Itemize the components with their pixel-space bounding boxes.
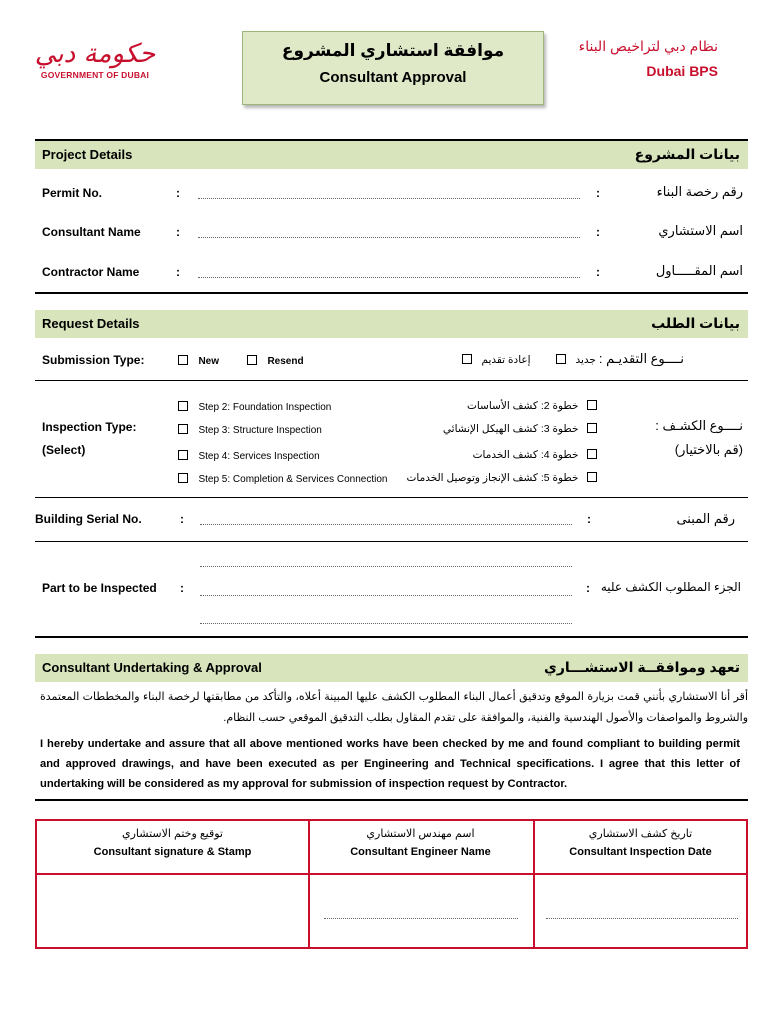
part-inspected-label: Part to be Inspected: [42, 581, 157, 595]
step4-checkbox[interactable]: [178, 450, 188, 460]
permit-no-label: Permit No.: [42, 186, 103, 200]
inspection-select-label: (Select): [42, 443, 86, 457]
inspection-date-input[interactable]: [546, 917, 738, 919]
consultant-name-input[interactable]: [198, 236, 580, 238]
logo-english: GOVERNMENT OF DUBAI: [40, 70, 150, 80]
contractor-name-label-ar: اسم المقـــــاول: [655, 263, 743, 278]
government-of-dubai-logo: [30, 40, 160, 100]
inspection-option-step2[interactable]: [178, 397, 331, 415]
signature-header-en: Consultant signature & Stamp: [93, 846, 252, 858]
undertaking-title: Consultant Undertaking & Approval: [42, 660, 262, 675]
engineer-name-input[interactable]: [324, 917, 518, 919]
inspection-type-label: Inspection Type:: [42, 420, 137, 434]
resend-checkbox-ar[interactable]: [462, 354, 472, 364]
signature-column-header: [37, 827, 308, 858]
inspection-date-header-en: Consultant Inspection Date: [569, 846, 712, 858]
new-label: New: [198, 356, 220, 367]
part-inspected-line-1[interactable]: [200, 565, 572, 567]
signature-table-header-divider: [37, 873, 746, 875]
new-checkbox[interactable]: [178, 355, 188, 365]
colon: :: [180, 512, 184, 526]
engineer-name-header-en: Consultant Engineer Name: [350, 846, 491, 858]
engineer-name-column-header: [308, 827, 533, 858]
logo-arabic: حكومة دبي: [34, 39, 156, 69]
step3-label-ar: خطوة 3: كشف الهيكل الإنشائي: [442, 423, 579, 435]
step5-label-ar: خطوة 5: كشف الإنجاز وتوصيل الخدمات: [406, 472, 579, 484]
step2-checkbox[interactable]: [178, 401, 188, 411]
part-inspected-label-ar: الجزء المطلوب الكشف عليه: [600, 580, 741, 594]
signature-table: [35, 819, 748, 949]
building-serial-label: Building Serial No.: [35, 512, 142, 526]
step3-label: Step 3: Structure Inspection: [198, 425, 322, 436]
signature-header-ar: توقيع وختم الاستشاري: [122, 828, 223, 840]
engineer-name-header-ar: اسم مهندس الاستشاري: [366, 828, 475, 840]
contractor-name-label: Contractor Name: [42, 265, 140, 279]
step4-checkbox-ar[interactable]: [587, 449, 597, 459]
inspection-type-label-ar: نــــوع الكشـف :: [655, 418, 743, 433]
inspection-option-step2-ar[interactable]: [467, 396, 597, 414]
form-title-english: Consultant Approval: [319, 69, 467, 86]
project-details-title: Project Details: [42, 147, 133, 162]
inspection-option-step5[interactable]: [178, 469, 387, 487]
step2-label: Step 2: Foundation Inspection: [198, 402, 332, 413]
dubai-bps-header: [579, 38, 718, 79]
form-title-arabic: موافقة استشاري المشروع: [281, 41, 505, 60]
part-inspected-line-3[interactable]: [200, 622, 572, 624]
step5-checkbox[interactable]: [178, 473, 188, 483]
inspection-select-label-ar: (قم بالاختيار): [674, 442, 743, 457]
request-details-header: [35, 310, 748, 338]
submission-new-option[interactable]: [178, 351, 219, 369]
submission-new-option-ar[interactable]: [556, 350, 596, 368]
submission-resend-option-ar[interactable]: [462, 350, 531, 368]
step5-label: Step 5: Completion & Services Connection: [198, 474, 388, 485]
step3-checkbox-ar[interactable]: [587, 423, 597, 433]
colon: :: [587, 512, 591, 526]
colon: :: [180, 581, 184, 595]
new-checkbox-ar[interactable]: [556, 354, 566, 364]
part-inspected-line-2[interactable]: [200, 594, 572, 596]
step4-label-ar: خطوة 4: كشف الخدمات: [472, 449, 579, 461]
step2-checkbox-ar[interactable]: [587, 400, 597, 410]
inspection-date-column-header: [533, 827, 748, 858]
contractor-name-input[interactable]: [198, 276, 580, 278]
resend-checkbox[interactable]: [247, 355, 257, 365]
project-details-header: [35, 141, 748, 169]
inspection-option-step4-ar[interactable]: [473, 445, 597, 463]
consultant-name-label-ar: اسم الاستشاري: [658, 223, 743, 238]
colon: :: [176, 186, 180, 200]
inspection-date-header-ar: تاريخ كشف الاستشاري: [588, 828, 693, 840]
consultant-name-label: Consultant Name: [42, 225, 141, 239]
colon: :: [596, 265, 600, 279]
colon: :: [596, 186, 600, 200]
building-serial-input[interactable]: [200, 523, 572, 525]
divider: [35, 799, 748, 801]
divider: [35, 541, 748, 542]
building-serial-label-ar: رقم المبنى: [676, 511, 735, 526]
permit-no-label-ar: رقم رخصة البناء: [656, 184, 743, 199]
undertaking-text-ar: أقر أنا الاستشاري بأنني قمت بزيارة الموقع وتدقيق أعمال البناء المطلوب الكشف عليها المبينة أعلاه، والتأكد من مطابقتها لرخصة البناء والمخططات المعتمدة والشروط والمواصفات والأصول الهندسية والفنية، والموافقة على تقدم المقاول بطلب التدقيق الموقعي حسب النظام.: [40, 691, 748, 724]
bps-arabic: نظام دبي لتراخيص البناء: [578, 38, 718, 54]
permit-no-input[interactable]: [198, 197, 580, 199]
step4-label: Step 4: Services Inspection: [198, 451, 320, 462]
step3-checkbox[interactable]: [178, 424, 188, 434]
project-details-title-ar: بيانات المشروع: [634, 146, 740, 162]
divider: [35, 292, 748, 294]
undertaking-header: [35, 654, 748, 682]
colon: :: [596, 225, 600, 239]
request-details-title: Request Details: [42, 316, 140, 331]
step2-label-ar: خطوة 2: كشف الأساسات: [466, 400, 579, 412]
signature-stamp-field[interactable]: [47, 883, 297, 943]
divider: [35, 497, 748, 498]
request-details-title-ar: بيانات الطلب: [651, 315, 740, 331]
undertaking-text-en: I hereby undertake and assure that all above mentioned works have been checked by me and found compliant to building permit and approved drawings, and have been executed as per Engineering and Technical specifications. I agree that this letter of undertaking will be considered as my approval for submission of inspection request by Contractor.: [40, 738, 740, 790]
divider: [35, 380, 748, 381]
submission-resend-option[interactable]: [247, 351, 304, 369]
colon: :: [176, 225, 180, 239]
inspection-option-step3-ar[interactable]: [443, 419, 597, 437]
divider: [35, 636, 748, 638]
submission-type-label-ar: نــــوع التقديـم :: [598, 351, 684, 366]
resend-label-ar: إعادة تقديم: [481, 354, 531, 366]
undertaking-title-ar: تعهد وموافقــة الاستشـــاري: [544, 659, 740, 675]
colon: :: [586, 581, 590, 595]
inspection-option-step3[interactable]: [178, 420, 322, 438]
bps-english: Dubai BPS: [646, 63, 718, 79]
step5-checkbox-ar[interactable]: [587, 472, 597, 482]
submission-type-label: Submission Type:: [42, 353, 145, 367]
resend-label: Resend: [267, 356, 304, 367]
new-label-ar: جديد: [575, 354, 596, 366]
colon: :: [176, 265, 180, 279]
form-title-box: [242, 31, 544, 105]
inspection-option-step4[interactable]: [178, 446, 320, 464]
inspection-option-step5-ar[interactable]: [406, 468, 597, 486]
